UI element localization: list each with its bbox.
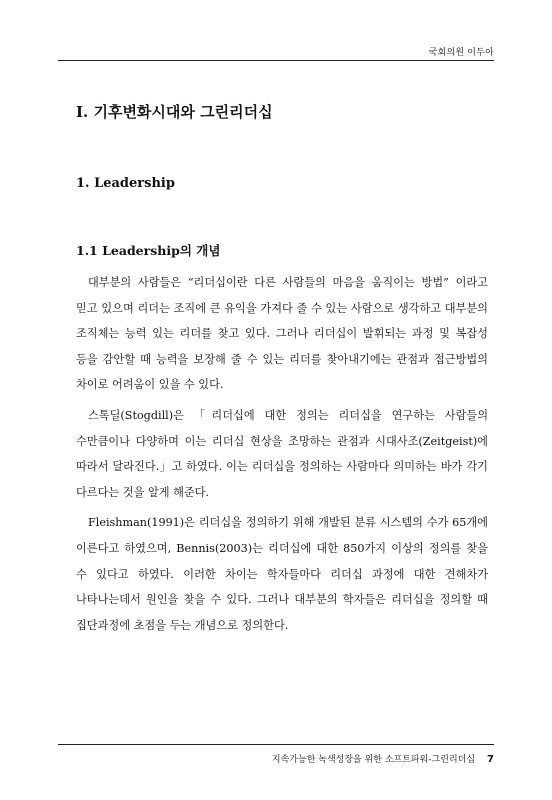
paragraph: 대부분의 사람들은 “리더십이란 다른 사람들의 마음을 움직이는 방법” 이라고 믿고 있으며 리더는 조직에 큰 유익을 가져다 줄 수 있는 사람으로 생각하고 대부분의 조직체는 능력 있는 리더를 찾고 있다. 그러나 리더십이 발휘되는 과정 및 복잡성 등을 감안할 때 능력을 보장해 줄 수 있는 리더를 찾아내기에는 관점과 접근방법의 차이로 어려움이 있을 수 있다. [76,276,488,392]
body-text [76,270,488,643]
subsection-title: 1.1 Leadership의 개념 [76,243,221,258]
running-header-author: 국회의원 이두아 [428,48,494,58]
paragraph: Fleishman(1991)은 리더십을 정의하기 위해 개발된 분류 시스템의 수가 65개에 이른다고 하였으며, Bennis(2003)는 리더십에 대한 850가지 이상의 정의를 찾을 수 있다고 하였다. 이러한 차이는 학자들마다 리더십 과정에 대한 견해차가 나타나는데서 원인을 찾을 수 있다. 그러나 대부분의 학자들은 리더십을 정의할 때 집단과정에 초점을 두는 개념으로 정의한다. [76,516,488,632]
paragraph: 스톡딜(Stogdill)은 「리더십에 대한 정의는 리더십을 연구하는 사람들의 수만큼이나 다양하며 이는 리더십 현상을 조망하는 관점과 시대사조(Zeitgeist)에 따라서 달라진다.」고 하였다. 이는 리더십을 정의하는 사람마다 의미하는 바가 각기 다르다는 것을 알게 해준다. [76,408,488,499]
running-footer [272,752,494,765]
page-number: 7 [487,754,494,765]
footer-title: 지속가능한 녹색성장을 위한 소프트파워-그린리더십 [271,755,476,765]
chapter-title: Ⅰ. 기후변화시대와 그린리더십 [76,103,273,121]
section-title: 1. Leadership [76,176,175,191]
header-divider [58,60,494,61]
footer-divider [58,744,494,745]
